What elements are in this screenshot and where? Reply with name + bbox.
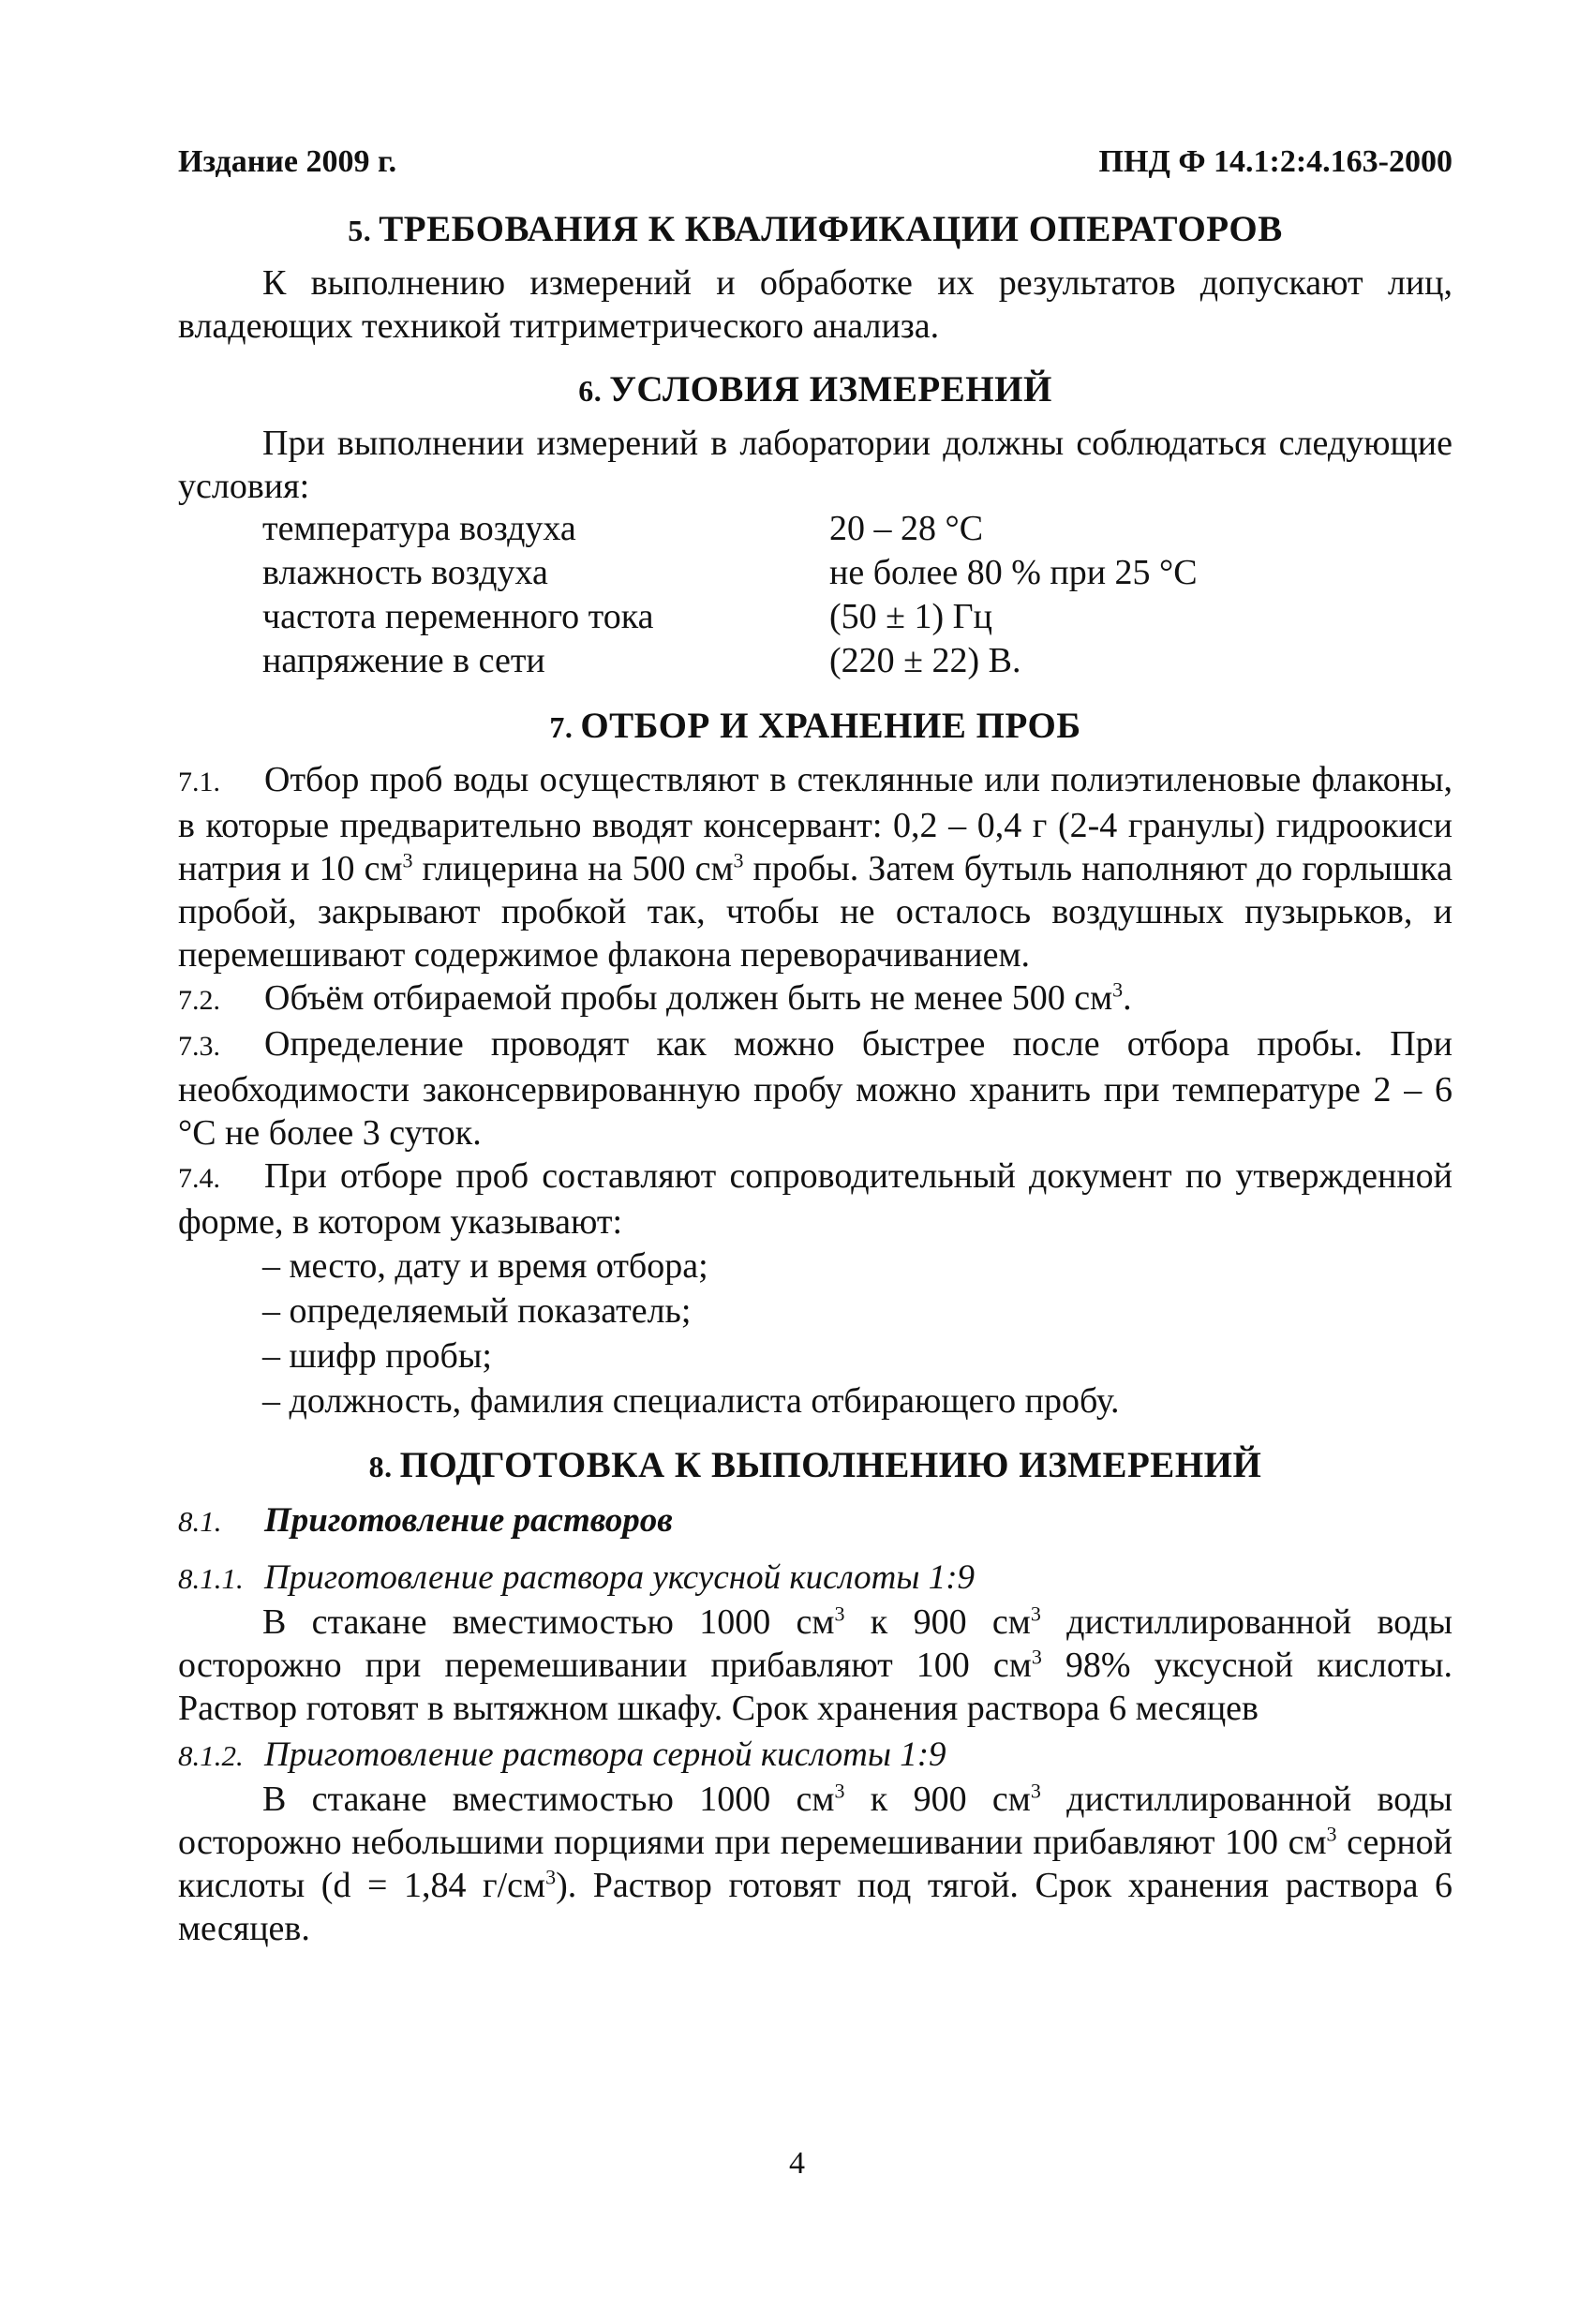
subsection-8-1-title: Приготовление растворов bbox=[264, 1501, 673, 1540]
list-item: – должность, фамилия специалиста отбирающего пробу. bbox=[262, 1381, 1120, 1421]
text-part: В стакане вместимостью 1000 см bbox=[262, 1780, 835, 1819]
condition-name: напряжение в сети bbox=[262, 641, 545, 680]
section-5-text: К выполнению измерений и обработке их результатов допускают лиц, владеющих техникой титриметрического анализа. bbox=[178, 263, 1452, 346]
edition-label: Издание 2009 г. bbox=[178, 144, 397, 179]
condition-name: температура воздуха bbox=[262, 509, 576, 548]
section-6-title: УСЛОВИЯ ИЗМЕРЕНИЙ bbox=[609, 369, 1052, 410]
clause-7-3 bbox=[178, 1022, 1452, 1155]
subsection-8-1-1-title: Приготовление раствора уксусной кислоты 1:9 bbox=[264, 1558, 976, 1597]
section-8-number: 8. bbox=[368, 1450, 393, 1483]
acetic-acid-text bbox=[178, 1601, 1452, 1730]
section-6-intro: При выполнении измерений в лаборатории должны соблюдаться следующие условия: bbox=[178, 424, 1452, 506]
text-part: к 900 см bbox=[844, 1780, 1031, 1819]
clause-number: 7.3. bbox=[178, 1031, 220, 1062]
sulfuric-acid-text bbox=[178, 1778, 1452, 1950]
list-item: – определяемый показатель; bbox=[262, 1291, 692, 1331]
superscript: 3 bbox=[545, 1865, 557, 1889]
section-6-heading bbox=[178, 368, 1452, 410]
sampling-document-list bbox=[262, 1244, 1452, 1423]
subsection-8-1-2-title: Приготовление раствора серной кислоты 1:9 bbox=[264, 1736, 946, 1774]
condition-row bbox=[262, 508, 1198, 552]
clause-7-1-text-a: Отбор проб воды осуществляют в стеклянные или полиэтиленовые флаконы, в которые предварительно вводят консервант: 0,2 – 0,4 г (2-4 гранулы) гидроокиси натрия и 10 см bbox=[178, 760, 1452, 888]
clause-7-3-text: Определение проводят как можно быстрее после отбора пробы. При необходимости законсервированную пробу можно хранить при температуре 2 – 6 °С не более 3 суток. bbox=[178, 1024, 1452, 1153]
subsection-number: 8.1.2. bbox=[178, 1739, 244, 1772]
subsection-number: 8.1. bbox=[178, 1505, 222, 1538]
superscript: 3 bbox=[733, 848, 744, 872]
condition-value: 20 – 28 °С bbox=[829, 509, 984, 548]
section-5-title: ТРЕБОВАНИЯ К КВАЛИФИКАЦИИ ОПЕРАТОРОВ bbox=[379, 209, 1283, 249]
text-part: к 900 см bbox=[844, 1602, 1031, 1642]
condition-row bbox=[262, 596, 1198, 640]
section-5-number: 5. bbox=[348, 214, 372, 247]
section-5-heading bbox=[178, 208, 1452, 250]
subsection-8-1-1 bbox=[178, 1557, 1452, 1601]
superscript: 3 bbox=[1112, 977, 1124, 1002]
clause-number: 7.1. bbox=[178, 767, 220, 797]
condition-value: не более 80 % при 25 °С bbox=[829, 553, 1198, 592]
text-part: серной кислоты (d = 1,84 г/см bbox=[178, 1823, 1452, 1905]
condition-row bbox=[262, 640, 1198, 684]
superscript: 3 bbox=[1030, 1779, 1041, 1803]
clause-7-2 bbox=[178, 976, 1452, 1022]
clause-7-1-text-b: глицерина на 500 см bbox=[412, 849, 734, 888]
condition-row bbox=[262, 552, 1198, 596]
condition-value: (50 ± 1) Гц bbox=[829, 597, 992, 636]
text-part: дистиллированной воды осторожно при перемешивании прибавляют 100 см bbox=[178, 1602, 1452, 1685]
text-part: ). Раствор готовят под тягой. Срок хранения раствора 6 месяцев. bbox=[178, 1866, 1452, 1948]
clause-7-1-text-c: пробы. Затем бутыль наполняют до горлышка пробой, закрывают пробкой так, чтобы не осталось воздушных пузырьков, и перемешивают содержимое флакона переворачиванием. bbox=[178, 849, 1453, 975]
section-7-heading bbox=[178, 705, 1452, 747]
text-part: дистиллированной воды осторожно небольшими порциями при перемешивании прибавляют 100 см bbox=[178, 1780, 1452, 1862]
text-part: В стакане вместимостью 1000 см bbox=[262, 1602, 835, 1642]
clause-7-4-text: При отборе проб составляют сопроводительный документ по утвержденной форме, в котором указывают: bbox=[178, 1156, 1452, 1242]
condition-value: (220 ± 22) В. bbox=[829, 641, 1021, 680]
superscript: 3 bbox=[1031, 1645, 1042, 1669]
superscript: 3 bbox=[1326, 1822, 1337, 1846]
subsection-number: 8.1.1. bbox=[178, 1562, 244, 1595]
clause-7-4 bbox=[178, 1155, 1452, 1244]
page-header bbox=[178, 144, 1452, 180]
conditions-table bbox=[262, 508, 1198, 684]
section-7-number: 7. bbox=[549, 710, 574, 744]
subsection-8-1 bbox=[178, 1499, 1452, 1543]
clause-7-1 bbox=[178, 758, 1452, 976]
clause-7-2-end: . bbox=[1123, 978, 1132, 1018]
clause-number: 7.4. bbox=[178, 1163, 220, 1194]
superscript: 3 bbox=[834, 1601, 845, 1626]
list-item: – шифр пробы; bbox=[262, 1336, 492, 1376]
clause-7-2-text: Объём отбираемой пробы должен быть не менее 500 см bbox=[264, 978, 1113, 1018]
condition-name: влажность воздуха bbox=[262, 553, 548, 592]
section-6-number: 6. bbox=[578, 374, 603, 408]
superscript: 3 bbox=[402, 848, 413, 872]
subsection-8-1-2 bbox=[178, 1734, 1452, 1778]
section-8-heading bbox=[178, 1444, 1452, 1486]
section-8-title: ПОДГОТОВКА К ВЫПОЛНЕНИЮ ИЗМЕРЕНИЙ bbox=[399, 1445, 1262, 1485]
condition-name: частота переменного тока bbox=[262, 597, 654, 636]
clause-number: 7.2. bbox=[178, 985, 220, 1016]
page-number: 4 bbox=[789, 2146, 805, 2181]
text-part: 98% уксусной кислоты. Раствор готовят в вытяжном шкафу. Срок хранения раствора 6 месяцев bbox=[178, 1646, 1452, 1728]
document-code: ПНД Ф 14.1:2:4.163-2000 bbox=[1098, 144, 1452, 179]
document-page bbox=[178, 141, 1452, 1950]
superscript: 3 bbox=[1030, 1601, 1041, 1626]
list-item: – место, дату и время отбора; bbox=[262, 1246, 708, 1286]
section-7-title: ОТБОР И ХРАНЕНИЕ ПРОБ bbox=[580, 706, 1081, 746]
superscript: 3 bbox=[834, 1779, 845, 1803]
